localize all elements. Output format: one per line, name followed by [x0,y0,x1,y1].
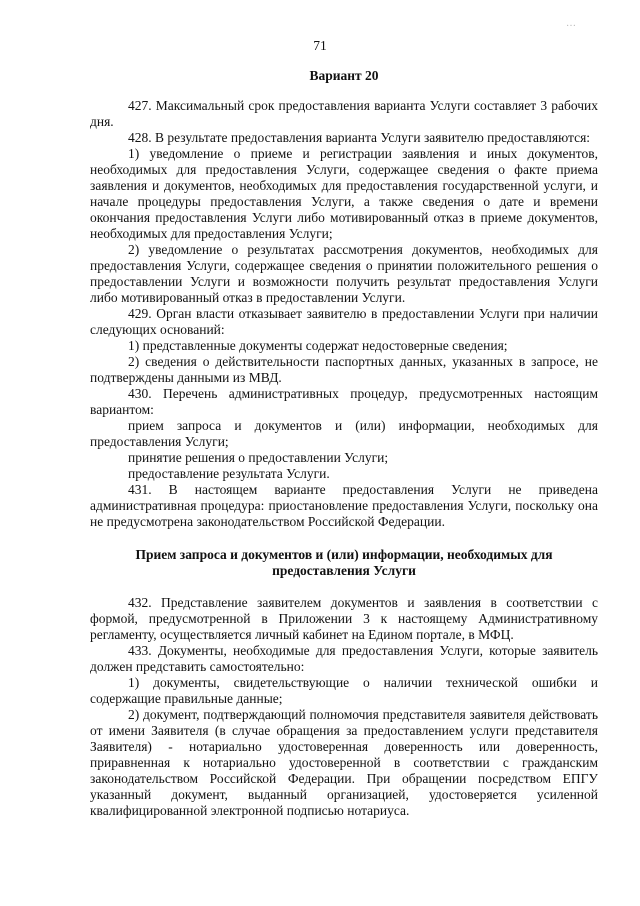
paragraph-431: 431. В настоящем варианте предоставления Услуги не приведена административная процедура: приостановление предоставления Услуги, поскольку она не предусмотрена законодательством Российской Федерации. [90,482,598,529]
variant-heading: Вариант 20 [309,68,379,83]
paragraph-433-item-1: 1) документы, свидетельствующие о наличии технической ошибки и содержащие правильные данные; [90,675,598,706]
section-heading: Прием запроса и документов и (или) информации, необходимых для предоставления Услуги [135,547,553,578]
paragraph-429-item-2: 2) сведения о действительности паспортных данных, указанных в запросе, не подтверждены данными из МВД. [90,354,598,385]
paragraph-428: 428. В результате предоставления варианта Услуги заявителю предоставляются: [128,130,591,145]
page-number: 71 [313,38,327,53]
paragraph-433: 433. Документы, необходимые для предоставления Услуги, которые заявитель должен представить самостоятельно: [90,643,598,674]
paragraph-433-item-2: 2) документ, подтверждающий полномочия представителя заявителя действовать от имени Заявителя (в случае обращения за предоставлением услуги представителя Заявителя) - нотариально удостоверенная доверенность или доверенность, приравненная к нотариально удостоверенной в соответствии с гражданским законодательством Российской Федерации. При обращении посредством ЕПГУ указанный документ, выданный организацией, удостоверяется усиленной квалифицированной электронной подписью нотариуса. [90,707,598,818]
paragraph-430: 430. Перечень административных процедур, предусмотренных настоящим вариантом: [90,386,598,417]
paragraph-429: 429. Орган власти отказывает заявителю в предоставлении Услуги при наличии следующих оснований: [90,306,598,337]
paragraph-430-item-2: принятие решения о предоставлении Услуги; [128,450,389,465]
paragraph-430-item-1: прием запроса и документов и (или) информации, необходимых для предоставления Услуги; [90,418,598,449]
paragraph-430-item-3: предоставление результата Услуги. [128,466,330,481]
paragraph-428-item-2: 2) уведомление о результатах рассмотрения документов, необходимых для предоставления Услуги, содержащее сведения о принятии положительного решения о предоставлении Услуги и возможности получить результат предоставления Услуги либо мотивированный отказ в предоставлении Услуги. [90,242,598,305]
paragraph-427: 427. Максимальный срок предоставления варианта Услуги составляет 3 рабочих дня. [90,98,598,129]
document-body [90,64,598,819]
paragraph-429-item-1: 1) представленные документы содержат недостоверные сведения; [128,338,508,353]
paragraph-428-item-1: 1) уведомление о приеме и регистрации заявления и иных документов, необходимых для предоставления Услуги, содержащее сведения о факте приема заявления и документов, необходимых для предоставления государственной услуги, и начале процедуры предоставления Услуги, а также сведения о дате и времени окончания предоставления Услуги либо мотивированный отказ в приеме документов, необходимых для предоставления Услуги; [90,146,598,241]
paragraph-432: 432. Представление заявителем документов и заявления в соответствии с формой, предусмотренной в Приложении 3 к настоящему Административному регламенту, осуществляется личный кабинет на Едином портале, в МФЦ. [90,595,598,642]
corner-mark: … [566,18,576,29]
